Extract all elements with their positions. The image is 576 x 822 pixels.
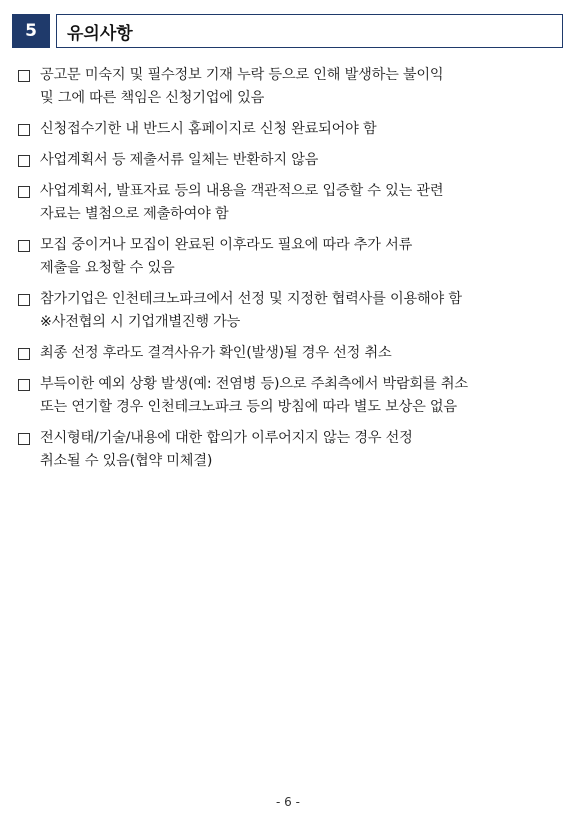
notice-item	[18, 180, 563, 226]
notice-item	[18, 149, 563, 172]
notice-item	[18, 373, 563, 419]
notice-list	[18, 64, 563, 481]
notice-item	[18, 118, 563, 141]
notice-text: 신청접수기한 내 반드시 홈페이지로 신청 완료되어야 함	[40, 121, 377, 137]
notice-item	[18, 427, 563, 473]
notice-text: 사업계획서 등 제출서류 일체는 반환하지 않음	[40, 152, 319, 168]
section-number-badge: 5	[12, 14, 50, 48]
notice-text: 전시형태/기술/내용에 대한 합의가 이루어지지 않는 경우 선정 취소될 수 있음(협약 미체결)	[40, 430, 413, 469]
notice-text: 부득이한 예외 상황 발생(예: 전염병 등)으로 주최측에서 박람회를 취소 또는 연기할 경우 인천테크노파크 등의 방침에 따라 별도 보상은 없음	[40, 376, 468, 415]
checkbox-icon	[18, 379, 30, 391]
notice-item	[18, 288, 563, 334]
checkbox-icon	[18, 294, 30, 306]
page-number: - 6 -	[276, 795, 300, 809]
checkbox-icon	[18, 124, 30, 136]
checkbox-icon	[18, 348, 30, 360]
notice-text: 최종 선정 후라도 결격사유가 확인(발생)될 경우 선정 취소	[40, 345, 392, 361]
checkbox-icon	[18, 155, 30, 167]
notice-text: 사업계획서, 발표자료 등의 내용을 객관적으로 입증할 수 있는 관련 자료는 별첨으로 제출하여야 함	[40, 183, 444, 222]
notice-text: 참가기업은 인천테크노파크에서 선정 및 지정한 협력사를 이용해야 함 ※사전협의 시 기업개별진행 가능	[40, 291, 462, 330]
section-title: 유의사항	[56, 14, 563, 48]
section-header	[12, 14, 563, 48]
checkbox-icon	[18, 186, 30, 198]
notice-item	[18, 342, 563, 365]
notice-item	[18, 64, 563, 110]
checkbox-icon	[18, 240, 30, 252]
notice-item	[18, 234, 563, 280]
checkbox-icon	[18, 70, 30, 82]
notice-text: 모집 중이거나 모집이 완료된 이후라도 필요에 따라 추가 서류 제출을 요청할 수 있음	[40, 237, 413, 276]
notice-text: 공고문 미숙지 및 필수정보 기재 누락 등으로 인해 발생하는 불이익 및 그에 따른 책임은 신청기업에 있음	[40, 67, 444, 106]
checkbox-icon	[18, 433, 30, 445]
